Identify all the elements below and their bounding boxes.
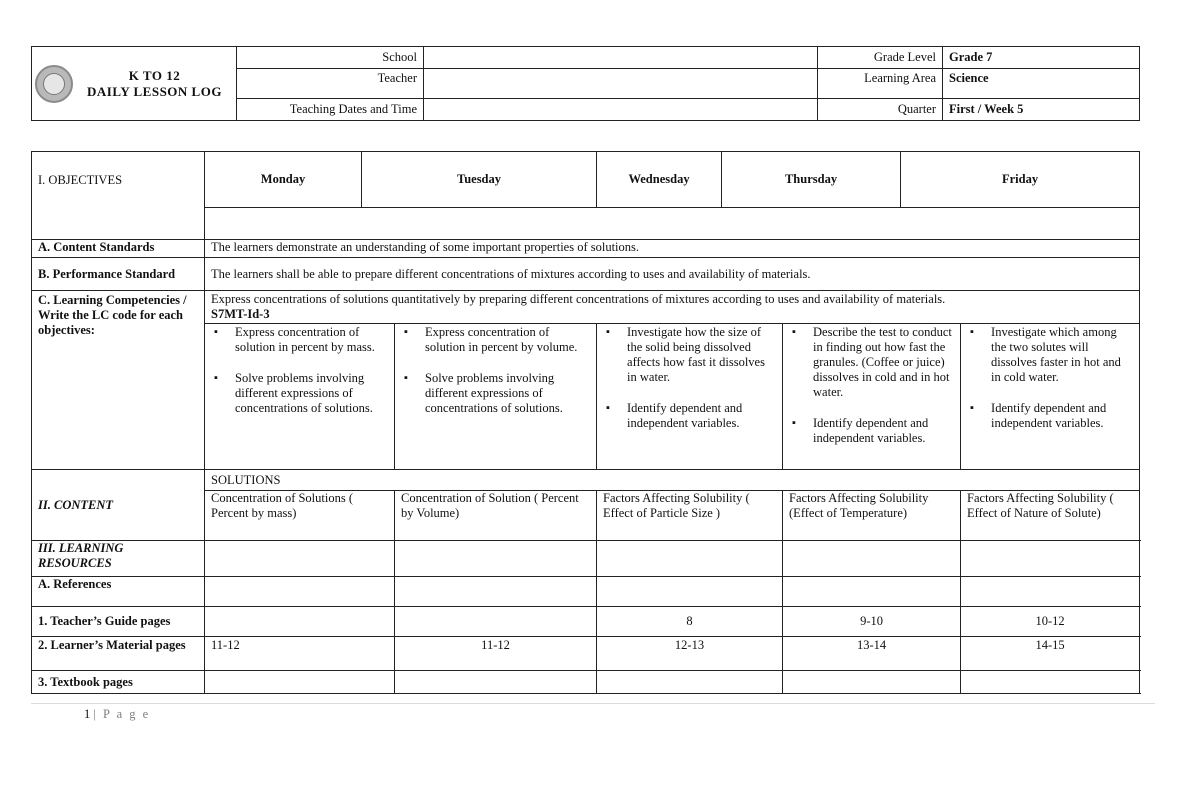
performance-standard-label: B. Performance Standard [32, 258, 205, 291]
lc-code: S7MT-Id-3 [211, 307, 270, 321]
performance-standard-text: The learners shall be able to prepare different concentrations of mixtures according to uses and availability of materials. [205, 258, 1140, 291]
school-field[interactable] [424, 47, 818, 69]
footer-divider [31, 703, 1155, 704]
references-monday[interactable] [205, 577, 395, 607]
list-item: ▪ Solve problems involving different expressions of concentrations of solutions. [425, 371, 590, 416]
textbook-thursday[interactable] [783, 671, 961, 694]
day-wednesday: Wednesday [597, 152, 722, 208]
tg-pages-wednesday: 8 [597, 607, 783, 637]
logo-cell [32, 47, 237, 121]
content-standards-text: The learners demonstrate an understanding of some important properties of solutions. [205, 240, 1140, 258]
objectives-label: I. OBJECTIVES [32, 152, 205, 240]
teachers-guide-label: 1. Teacher’s Guide pages [32, 607, 205, 637]
teacher-label: Teacher [237, 69, 424, 99]
thursday-objectives [783, 324, 961, 470]
textbook-friday[interactable] [961, 671, 1140, 694]
lesson-log-table [31, 151, 1140, 694]
lm-pages-tuesday: 11-12 [395, 637, 597, 671]
header-table [31, 46, 1140, 121]
textbook-tuesday[interactable] [395, 671, 597, 694]
objectives-blank-cell[interactable] [205, 208, 1140, 240]
content-label: II. CONTENT [32, 470, 205, 541]
lm-pages-monday: 11-12 [205, 637, 395, 671]
content-friday: Factors Affecting Solubility ( Effect of Nature of Solute) [961, 491, 1140, 541]
page-number: 1 [84, 707, 91, 721]
monday-objectives [205, 324, 395, 470]
deped-seal-icon [35, 65, 73, 103]
grade-level-label: Grade Level [818, 47, 943, 69]
learning-area-label: Learning Area [818, 69, 943, 99]
content-standards-label: A. Content Standards [32, 240, 205, 258]
competency-text: Express concentrations of solutions quantitatively by preparing different concentrations of mixtures according to uses and availability of materials. [211, 292, 946, 306]
quarter-label: Quarter [818, 99, 943, 121]
page-word: | P a g e [93, 707, 151, 721]
grade-level-value: Grade 7 [943, 47, 1140, 69]
references-tuesday[interactable] [395, 577, 597, 607]
lm-pages-wednesday: 12-13 [597, 637, 783, 671]
list-item: ▪ Investigate which among the two solutes will dissolves faster in hot and in cold water. [991, 325, 1133, 385]
wednesday-objectives [597, 324, 783, 470]
tg-pages-monday [205, 607, 395, 637]
resources-thursday[interactable] [783, 541, 961, 577]
competencies-label: C. Learning Competencies / Write the LC code for each objectives: [32, 291, 205, 470]
tg-pages-thursday: 9-10 [783, 607, 961, 637]
list-item: ▪ Identify dependent and independent variables. [627, 401, 776, 431]
resources-wednesday[interactable] [597, 541, 783, 577]
learning-resources-label: III. LEARNING RESOURCES [32, 541, 205, 577]
teaching-dates-field[interactable] [424, 99, 818, 121]
page-footer [84, 707, 150, 722]
content-topic: SOLUTIONS [205, 470, 1140, 491]
competency-cell [205, 291, 1140, 324]
textbook-monday[interactable] [205, 671, 395, 694]
references-wednesday[interactable] [597, 577, 783, 607]
title-line1: K TO 12 [128, 67, 181, 83]
content-monday: Concentration of Solutions ( Percent by mass) [205, 491, 395, 541]
day-friday: Friday [901, 152, 1140, 208]
tg-pages-tuesday [395, 607, 597, 637]
day-tuesday: Tuesday [362, 152, 597, 208]
learning-area-value: Science [943, 69, 1140, 99]
list-item: ▪ Solve problems involving different expressions of concentrations of solutions. [235, 371, 388, 416]
references-thursday[interactable] [783, 577, 961, 607]
resources-friday[interactable] [961, 541, 1140, 577]
quarter-value: First / Week 5 [943, 99, 1140, 121]
teaching-dates-label: Teaching Dates and Time [237, 99, 424, 121]
school-label: School [237, 47, 424, 69]
list-item: ▪ Describe the test to conduct in finding out how fast the granules. (Coffee or juice) dissolves in cold and in hot water. [813, 325, 954, 400]
list-item: ▪ Express concentration of solution in percent by volume. [425, 325, 590, 355]
textbook-label: 3. Textbook pages [32, 671, 205, 694]
textbook-wednesday[interactable] [597, 671, 783, 694]
title-line2: DAILY LESSON LOG [87, 83, 222, 99]
teacher-field[interactable] [424, 69, 818, 99]
references-label: A. References [32, 577, 205, 607]
content-tuesday: Concentration of Solution ( Percent by Volume) [395, 491, 597, 541]
list-item: ▪ Identify dependent and independent variables. [813, 416, 954, 446]
list-item: ▪ Investigate how the size of the solid being dissolved affects how fast it dissolves in water. [627, 325, 776, 385]
lm-pages-friday: 14-15 [961, 637, 1140, 671]
form-title [73, 68, 236, 100]
content-wednesday: Factors Affecting Solubility ( Effect of Particle Size ) [597, 491, 783, 541]
list-item: ▪ Identify dependent and independent variables. [991, 401, 1133, 431]
friday-objectives [961, 324, 1140, 470]
list-item: ▪ Express concentration of solution in percent by mass. [235, 325, 388, 355]
day-monday: Monday [205, 152, 362, 208]
day-thursday: Thursday [722, 152, 901, 208]
resources-tuesday[interactable] [395, 541, 597, 577]
references-friday[interactable] [961, 577, 1140, 607]
resources-monday[interactable] [205, 541, 395, 577]
lm-pages-thursday: 13-14 [783, 637, 961, 671]
content-thursday: Factors Affecting Solubility (Effect of Temperature) [783, 491, 961, 541]
tuesday-objectives [395, 324, 597, 470]
learners-material-label: 2. Learner’s Material pages [32, 637, 205, 671]
tg-pages-friday: 10-12 [961, 607, 1140, 637]
